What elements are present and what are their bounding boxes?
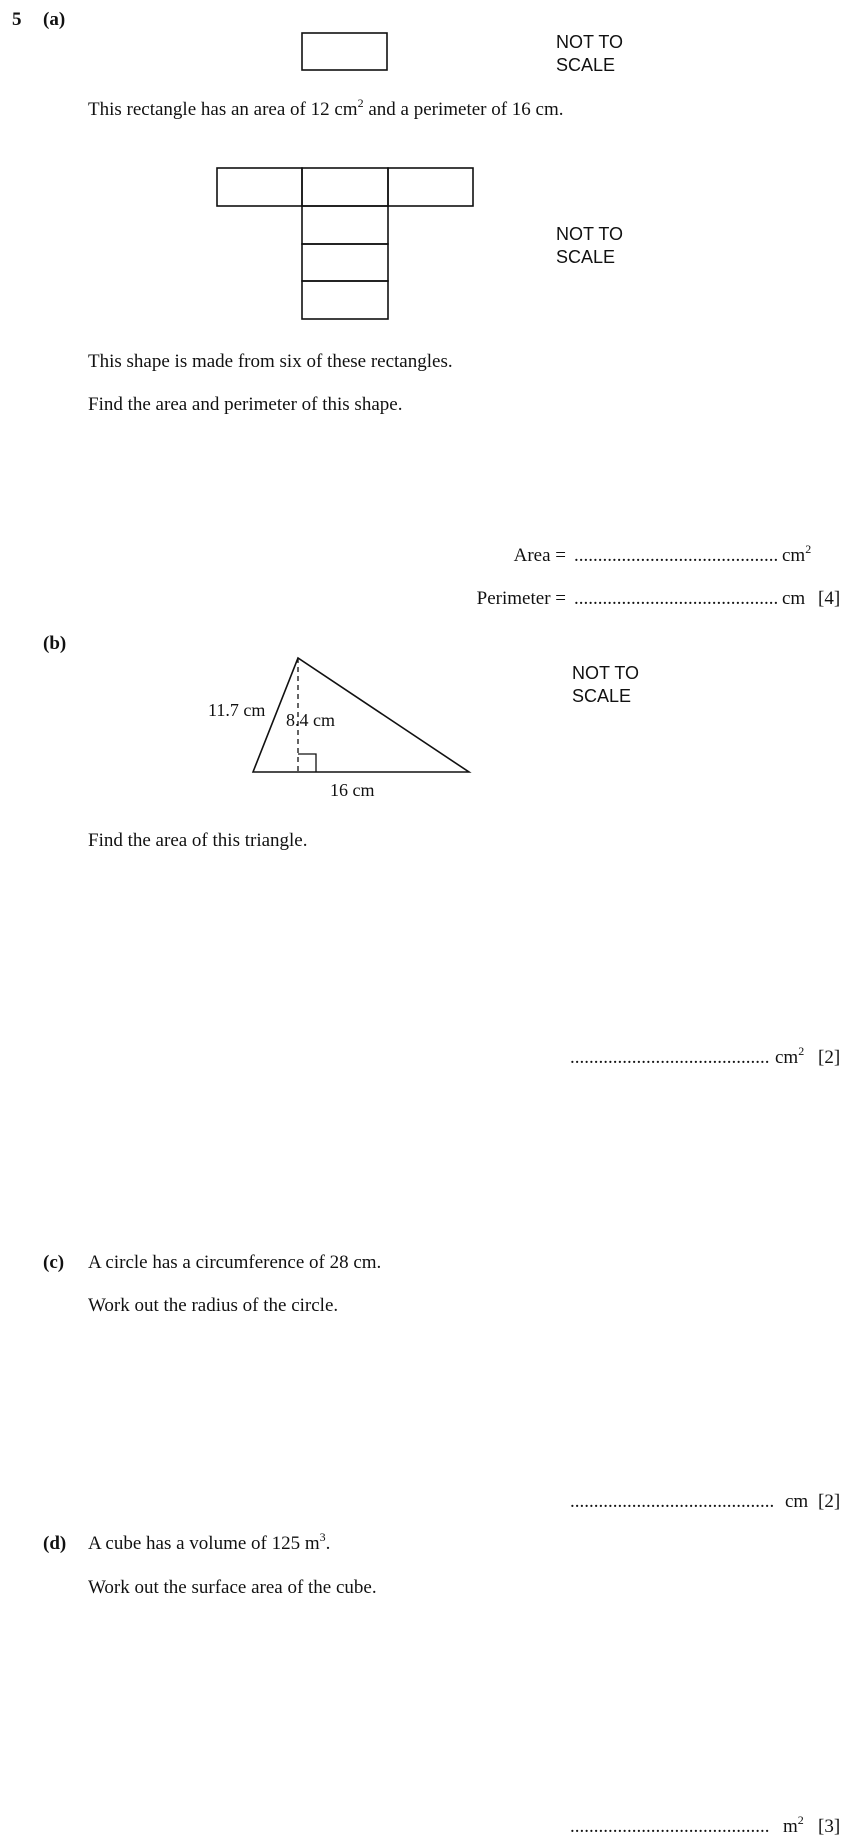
not-to-scale-label-3: NOT TO SCALE [572,663,640,706]
part-c-marks: [2] [818,1491,841,1512]
area-unit: $cm^2$ [782,542,812,566]
part-d-instruction: Work out the surface area of the cube. [88,1577,377,1598]
part-c-text: A circle has a circumference of 28 cm. [88,1252,382,1273]
area-label: Area = [513,545,566,566]
not-to-scale-label-2: NOT TO SCALE [556,224,624,267]
shape-description: This shape is made from six of these rectangles. [88,351,453,372]
perimeter-label: Perimeter = [476,588,566,609]
perimeter-answer-line[interactable]: ........................................... [574,588,779,609]
question-number: 5 [12,9,22,30]
part-d-label: (d) [43,1533,67,1554]
perimeter-unit: cm [782,588,806,609]
surface-area-unit: $m^2$ [783,1813,804,1837]
right-angle-marker [298,754,316,772]
area-answer-line[interactable]: ........................................... [574,545,779,566]
not-to-scale-label-1: NOT TO SCALE [556,32,624,75]
radius-answer-line[interactable]: ........................................... [570,1491,775,1512]
part-a-label: (a) [43,9,66,30]
part-c-label: (c) [43,1252,65,1273]
height-label: 8.4 cm [286,710,335,730]
side-length-label: 11.7 cm [208,700,266,720]
rectangle-description: This rectangle has an area of 12 $cm^2$ and a perimeter of 16 cm. [88,96,564,120]
part-b-label: (b) [43,633,67,654]
part-a-instruction: Find the area and perimeter of this shape. [88,394,403,415]
triangle-diagram [0,0,853,820]
surface-area-answer-line[interactable]: .......................................... [570,1816,770,1837]
radius-unit: cm [785,1491,809,1512]
base-label: 16 cm [330,780,375,800]
part-b-marks: [2] [818,1047,841,1068]
triangle-area-answer-line[interactable]: .......................................... [570,1047,770,1068]
part-b-instruction: Find the area of this triangle. [88,830,308,851]
part-d-text: A cube has a volume of 125 $m^3$. [88,1530,331,1554]
part-d-marks: [3] [818,1816,841,1837]
part-c-instruction: Work out the radius of the circle. [88,1295,339,1316]
triangle-area-unit: $cm^2$ [775,1044,805,1068]
part-a-marks: [4] [818,588,841,609]
